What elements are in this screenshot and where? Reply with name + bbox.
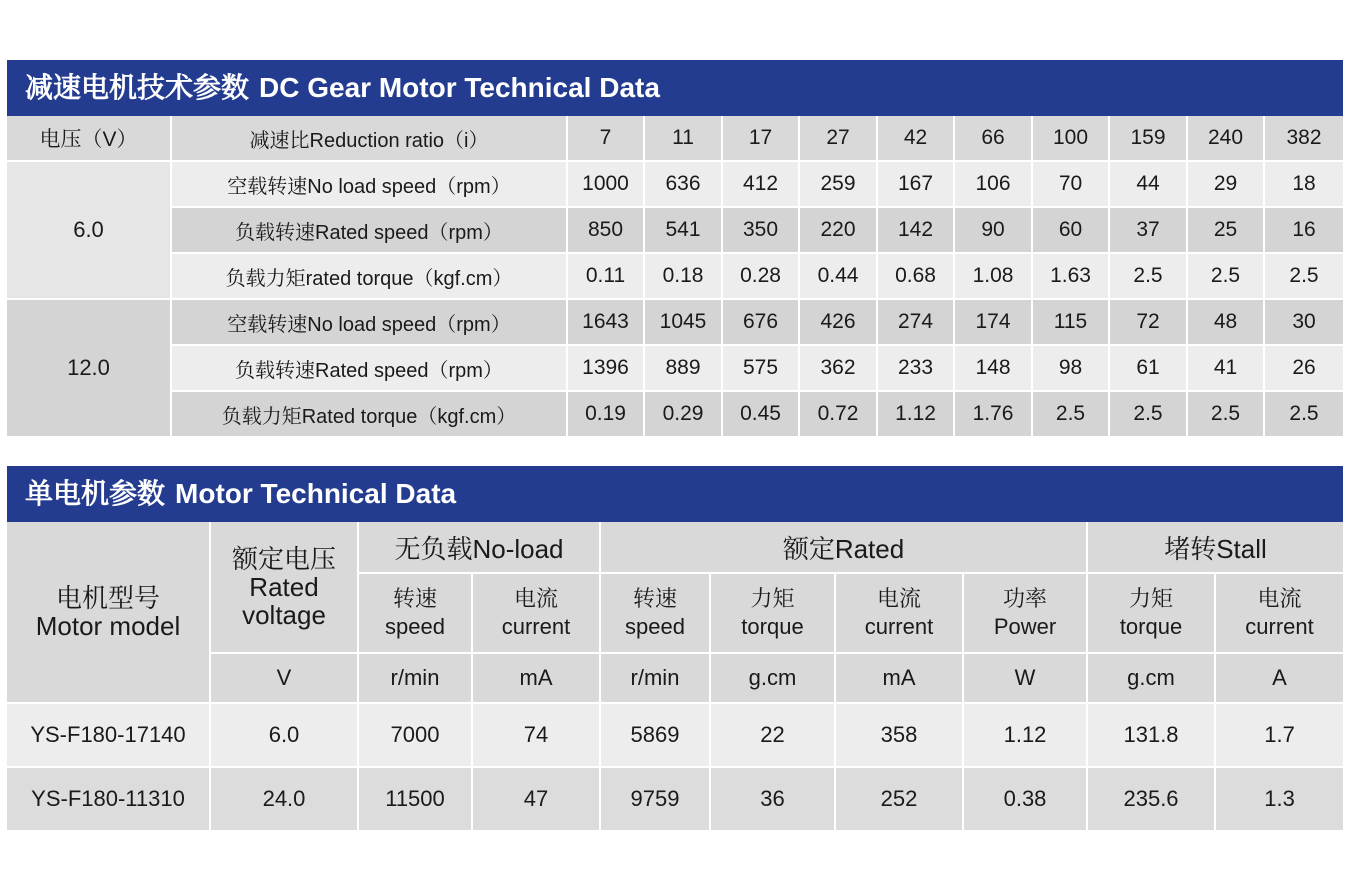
value-cell: 30 [1264, 299, 1343, 345]
value-cell: 1396 [567, 345, 644, 391]
value-cell: 36 [710, 767, 835, 831]
value-cell: 259 [799, 161, 877, 207]
value-cell: 889 [644, 345, 722, 391]
row-label: 负载力矩rated torque（kgf.cm） [171, 253, 567, 299]
unit-cell: mA [835, 653, 963, 703]
value-cell: 1.3 [1215, 767, 1343, 831]
voltage-header-zh: 额定电压 [231, 544, 336, 574]
value-cell: 0.28 [722, 253, 799, 299]
value-cell: 252 [835, 767, 963, 831]
voltage-cell: 6.0 [7, 161, 171, 299]
value-cell: 60 [1032, 207, 1109, 253]
sub-header-zh: 电流 [513, 586, 558, 611]
unit-cell: g.cm [1087, 653, 1215, 703]
table-row [7, 161, 1343, 207]
sub-header-en: speed [385, 614, 445, 639]
value-cell: 362 [799, 345, 877, 391]
unit-cell: A [1215, 653, 1343, 703]
value-cell: 0.72 [799, 391, 877, 437]
sub-header-zh: 力矩 [1129, 586, 1174, 611]
value-cell: 61 [1109, 345, 1187, 391]
sub-header [835, 573, 963, 653]
ratio-header: 减速比Reduction ratio（i） [171, 116, 567, 161]
voltage-header [210, 522, 358, 653]
value-cell: 29 [1187, 161, 1264, 207]
value-cell: 37 [1109, 207, 1187, 253]
value-cell: 0.68 [877, 253, 954, 299]
value-cell: 98 [1032, 345, 1109, 391]
value-cell: 0.18 [644, 253, 722, 299]
sub-header [472, 573, 600, 653]
value-cell: 174 [954, 299, 1032, 345]
voltage-header-en1: Rated [249, 572, 319, 602]
value-cell: 2.5 [1109, 253, 1187, 299]
unit-cell: r/min [600, 653, 710, 703]
table-row [7, 391, 1343, 437]
table-row [7, 253, 1343, 299]
sub-header-en: torque [741, 614, 804, 639]
row-label: 负载力矩Rated torque（kgf.cm） [171, 391, 567, 437]
sub-header [1087, 573, 1215, 653]
value-cell: 0.11 [567, 253, 644, 299]
value-cell: 1643 [567, 299, 644, 345]
value-cell: 148 [954, 345, 1032, 391]
unit-cell: r/min [358, 653, 472, 703]
value-cell: 1.12 [877, 391, 954, 437]
value-cell: 1000 [567, 161, 644, 207]
ratio-cell: 240 [1187, 116, 1264, 161]
sub-header-en: current [864, 614, 934, 639]
voltage-header-en2: voltage [242, 600, 326, 630]
sub-header-zh: 转速 [392, 586, 437, 611]
value-cell: 358 [835, 703, 963, 767]
value-cell: 235.6 [1087, 767, 1215, 831]
value-cell: 274 [877, 299, 954, 345]
ratio-cell: 11 [644, 116, 722, 161]
motor-section-title [7, 466, 1343, 522]
table-row [7, 345, 1343, 391]
value-cell: 106 [954, 161, 1032, 207]
ratio-header-row [7, 116, 1343, 161]
stall-group-header: 堵转Stall [1087, 522, 1343, 573]
sub-header-zh: 功率 [1003, 586, 1048, 611]
value-cell: 2.5 [1109, 391, 1187, 437]
value-cell: 70 [1032, 161, 1109, 207]
value-cell: 0.19 [567, 391, 644, 437]
value-cell: 44 [1109, 161, 1187, 207]
sub-header-en: torque [1119, 614, 1183, 639]
model-header [7, 522, 210, 703]
sub-header-en: speed [625, 614, 685, 639]
ratio-cell: 66 [954, 116, 1032, 161]
value-cell: 850 [567, 207, 644, 253]
sub-header-zh: 力矩 [750, 586, 795, 611]
value-cell: 412 [722, 161, 799, 207]
table-row [7, 207, 1343, 253]
value-cell: 167 [877, 161, 954, 207]
sub-header [710, 573, 835, 653]
value-cell: 0.29 [644, 391, 722, 437]
model-cell: YS-F180-11310 [7, 767, 210, 831]
value-cell: 636 [644, 161, 722, 207]
value-cell: 74 [472, 703, 600, 767]
value-cell: 1.12 [963, 703, 1087, 767]
value-cell: 0.38 [963, 767, 1087, 831]
value-cell: 1.7 [1215, 703, 1343, 767]
value-cell: 24.0 [210, 767, 358, 831]
ratio-cell: 159 [1109, 116, 1187, 161]
value-cell: 16 [1264, 207, 1343, 253]
section-title-zh: 减速电机技术参数 [25, 72, 250, 103]
value-cell: 48 [1187, 299, 1264, 345]
value-cell: 2.5 [1187, 391, 1264, 437]
value-cell: 22 [710, 703, 835, 767]
value-cell: 90 [954, 207, 1032, 253]
value-cell: 41 [1187, 345, 1264, 391]
noload-group-header: 无负载No-load [358, 522, 600, 573]
value-cell: 350 [722, 207, 799, 253]
value-cell: 131.8 [1087, 703, 1215, 767]
value-cell: 26 [1264, 345, 1343, 391]
row-label: 负载转速Rated speed（rpm） [171, 345, 567, 391]
value-cell: 2.5 [1264, 253, 1343, 299]
value-cell: 5869 [600, 703, 710, 767]
unit-cell: V [210, 653, 358, 703]
voltage-header: 电压（V） [7, 116, 171, 161]
unit-cell: g.cm [710, 653, 835, 703]
value-cell: 575 [722, 345, 799, 391]
motor-table [7, 522, 1343, 832]
value-cell: 2.5 [1032, 391, 1109, 437]
table-row [7, 703, 1343, 767]
model-header-en: Motor model [35, 611, 181, 641]
value-cell: 2.5 [1264, 391, 1343, 437]
value-cell: 1045 [644, 299, 722, 345]
value-cell: 25 [1187, 207, 1264, 253]
value-cell: 47 [472, 767, 600, 831]
value-cell: 233 [877, 345, 954, 391]
value-cell: 6.0 [210, 703, 358, 767]
value-cell: 1.76 [954, 391, 1032, 437]
value-cell: 1.63 [1032, 253, 1109, 299]
voltage-cell: 12.0 [7, 299, 171, 437]
sub-header-en: Power [993, 614, 1057, 639]
sub-header-zh: 电流 [1257, 586, 1302, 611]
value-cell: 220 [799, 207, 877, 253]
sub-header-zh: 电流 [876, 586, 921, 611]
ratio-cell: 27 [799, 116, 877, 161]
value-cell: 142 [877, 207, 954, 253]
value-cell: 18 [1264, 161, 1343, 207]
table-row [7, 767, 1343, 831]
ratio-cell: 17 [722, 116, 799, 161]
row-label: 负载转速Rated speed（rpm） [171, 207, 567, 253]
gear-motor-table [7, 116, 1343, 438]
ratio-cell: 42 [877, 116, 954, 161]
sub-header-zh: 转速 [632, 586, 677, 611]
sub-header-en: current [501, 614, 571, 639]
sub-header [600, 573, 710, 653]
value-cell: 115 [1032, 299, 1109, 345]
value-cell: 2.5 [1187, 253, 1264, 299]
sub-header-en: current [1245, 614, 1314, 639]
sub-header [1215, 573, 1343, 653]
row-label: 空载转速No load speed（rpm） [171, 161, 567, 207]
value-cell: 426 [799, 299, 877, 345]
group-header-row [7, 522, 1343, 573]
value-cell: 72 [1109, 299, 1187, 345]
table-row [7, 299, 1343, 345]
value-cell: 676 [722, 299, 799, 345]
value-cell: 11500 [358, 767, 472, 831]
model-cell: YS-F180-17140 [7, 703, 210, 767]
value-cell: 1.08 [954, 253, 1032, 299]
row-label: 空载转速No load speed（rpm） [171, 299, 567, 345]
section-title-en: DC Gear Motor Technical Data [259, 72, 660, 103]
rated-group-header: 额定Rated [600, 522, 1087, 573]
unit-cell: W [963, 653, 1087, 703]
ratio-cell: 382 [1264, 116, 1343, 161]
value-cell: 541 [644, 207, 722, 253]
value-cell: 0.45 [722, 391, 799, 437]
section-title-en: Motor Technical Data [175, 478, 457, 509]
sub-header [358, 573, 472, 653]
ratio-cell: 100 [1032, 116, 1109, 161]
value-cell: 9759 [600, 767, 710, 831]
value-cell: 7000 [358, 703, 472, 767]
ratio-cell: 7 [567, 116, 644, 161]
model-header-zh: 电机型号 [55, 583, 160, 613]
value-cell: 0.44 [799, 253, 877, 299]
gear-motor-section-title [7, 60, 1343, 116]
sub-header [963, 573, 1087, 653]
section-title-zh: 单电机参数 [25, 478, 166, 509]
unit-cell: mA [472, 653, 600, 703]
